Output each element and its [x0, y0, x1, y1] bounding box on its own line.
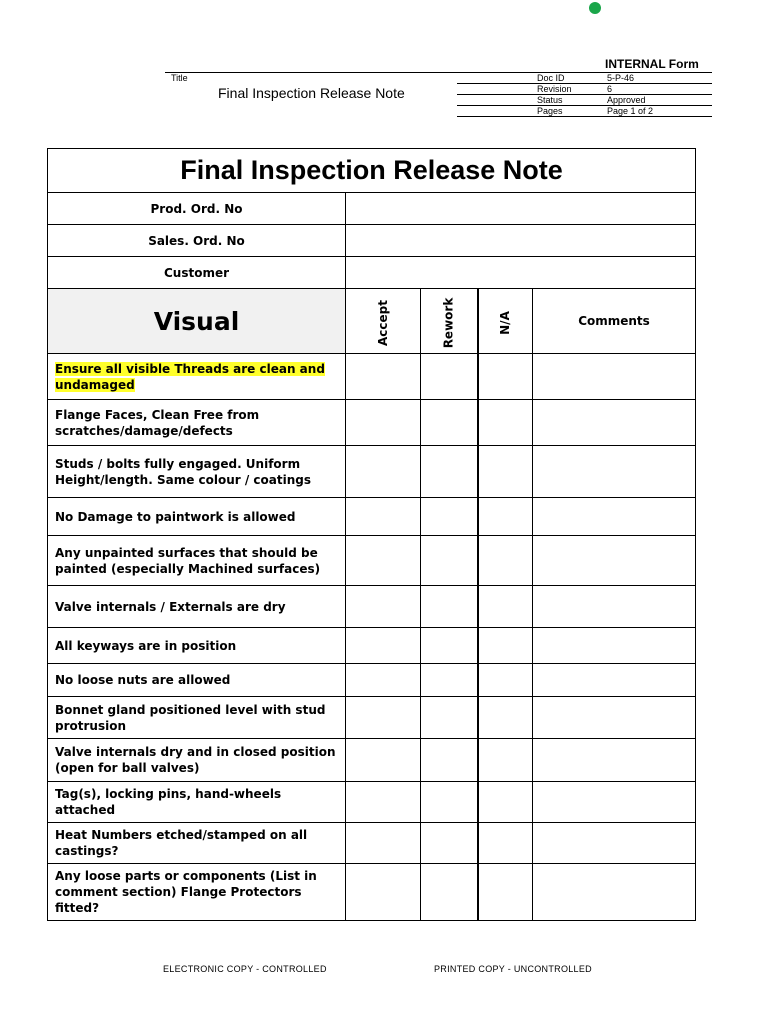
title-label: Title [171, 73, 188, 83]
checklist-row [48, 697, 696, 739]
checklist-item-text: Tag(s), locking pins, hand-wheels attached [55, 787, 282, 817]
accept-cell[interactable] [346, 697, 421, 739]
rework-cell[interactable] [421, 782, 478, 823]
meta-key: Status [457, 95, 607, 106]
prod-order-label: Prod. Ord. No [48, 193, 346, 225]
checklist-item-text: Any unpainted surfaces that should be painted (especially Machined surfaces) [55, 545, 321, 576]
footer-printed-copy: PRINTED COPY - UNCONTROLLED [434, 964, 592, 974]
na-cell[interactable] [478, 697, 533, 739]
checklist-item-text: Valve internals / Externals are dry [55, 599, 286, 614]
rework-header-text: Rework [441, 297, 456, 348]
inspection-form [47, 148, 696, 921]
accept-cell[interactable] [346, 739, 421, 782]
rework-cell[interactable] [421, 498, 478, 536]
checklist-item-text: No Damage to paintwork is allowed [55, 509, 296, 524]
rework-column-header [421, 289, 478, 354]
na-cell[interactable] [478, 446, 533, 498]
na-cell[interactable] [478, 782, 533, 823]
checklist-item-cell [48, 628, 346, 664]
accept-column-header [346, 289, 421, 354]
checklist-row [48, 354, 696, 400]
checklist-item-text: Studs / bolts fully engaged. Uniform Height/length. Same colour / coatings [55, 456, 312, 487]
checklist-item-text: No loose nuts are allowed [55, 673, 231, 687]
rework-cell[interactable] [421, 664, 478, 697]
accept-cell[interactable] [346, 782, 421, 823]
checklist-item-cell [48, 498, 346, 536]
comments-cell[interactable] [533, 628, 696, 664]
accept-cell[interactable] [346, 664, 421, 697]
meta-row-revision [457, 84, 712, 95]
checklist-item-cell [48, 782, 346, 823]
checklist-item-text: Ensure all visible Threads are clean and undamaged [55, 361, 325, 392]
customer-input[interactable] [346, 257, 696, 289]
status-dot [589, 2, 601, 14]
accept-cell[interactable] [346, 864, 421, 921]
rework-cell[interactable] [421, 536, 478, 586]
meta-row-status [457, 95, 712, 106]
na-cell[interactable] [478, 400, 533, 446]
na-column-header [478, 289, 533, 354]
comments-cell[interactable] [533, 400, 696, 446]
comments-cell[interactable] [533, 823, 696, 864]
na-cell[interactable] [478, 864, 533, 921]
rework-cell[interactable] [421, 697, 478, 739]
accept-cell[interactable] [346, 446, 421, 498]
comments-cell[interactable] [533, 498, 696, 536]
form-type-label: INTERNAL Form [605, 57, 699, 71]
na-cell[interactable] [478, 823, 533, 864]
accept-cell[interactable] [346, 400, 421, 446]
accept-cell[interactable] [346, 823, 421, 864]
checklist-item-cell [48, 823, 346, 864]
title-value: Final Inspection Release Note [218, 85, 405, 101]
checklist-item-text: Bonnet gland positioned level with stud protrusion [55, 702, 326, 733]
checklist-row [48, 664, 696, 697]
na-cell[interactable] [478, 498, 533, 536]
accept-cell[interactable] [346, 586, 421, 628]
rework-cell[interactable] [421, 400, 478, 446]
meta-value: Page 1 of 2 [607, 106, 712, 117]
checklist-row [48, 739, 696, 782]
na-header-text: N/A [498, 310, 513, 335]
rework-cell[interactable] [421, 586, 478, 628]
na-cell[interactable] [478, 739, 533, 782]
meta-value: 6 [607, 84, 712, 95]
footer-electronic-copy: ELECTRONIC COPY - CONTROLLED [163, 964, 327, 974]
accept-cell[interactable] [346, 498, 421, 536]
checklist-item-text: Any loose parts or components (List in comment section) Flange Protectors fitted? [55, 869, 317, 915]
rework-cell[interactable] [421, 354, 478, 400]
checklist-row [48, 823, 696, 864]
na-cell[interactable] [478, 586, 533, 628]
rework-cell[interactable] [421, 823, 478, 864]
checklist-item-cell [48, 536, 346, 586]
checklist-item-cell [48, 664, 346, 697]
checklist-row [48, 864, 696, 921]
meta-key: Doc ID [457, 73, 607, 84]
meta-row-doc-id [457, 73, 712, 84]
checklist-item-text: Valve internals dry and in closed position (open for ball valves) [55, 745, 336, 775]
comments-column-header: Comments [533, 289, 696, 354]
checklist-item-cell [48, 354, 346, 400]
sales-order-input[interactable] [346, 225, 696, 257]
meta-key: Pages [457, 106, 607, 117]
accept-header-text: Accept [375, 299, 390, 346]
checklist-item-cell [48, 739, 346, 782]
sales-order-label: Sales. Ord. No [48, 225, 346, 257]
na-cell[interactable] [478, 664, 533, 697]
meta-row-pages [457, 106, 712, 117]
checklist-item-text: Heat Numbers etched/stamped on all castings? [55, 828, 308, 858]
rework-cell[interactable] [421, 864, 478, 921]
customer-label: Customer [48, 257, 346, 289]
comments-cell[interactable] [533, 697, 696, 739]
meta-key: Revision [457, 84, 607, 95]
accept-cell[interactable] [346, 354, 421, 400]
meta-value: Approved [607, 95, 712, 106]
checklist-row [48, 498, 696, 536]
accept-cell[interactable] [346, 628, 421, 664]
na-cell[interactable] [478, 536, 533, 586]
checklist-item-cell [48, 586, 346, 628]
na-cell[interactable] [478, 354, 533, 400]
checklist-item-cell [48, 864, 346, 921]
rework-cell[interactable] [421, 739, 478, 782]
checklist-item-text: Flange Faces, Clean Free from scratches/damage/defects [55, 407, 260, 438]
comments-cell[interactable] [533, 782, 696, 823]
comments-cell[interactable] [533, 586, 696, 628]
accept-cell[interactable] [346, 536, 421, 586]
form-title: Final Inspection Release Note [48, 149, 696, 193]
checklist-row [48, 586, 696, 628]
checklist-row [48, 628, 696, 664]
checklist-row [48, 536, 696, 586]
checklist-item-text: All keyways are in position [55, 638, 237, 653]
rework-cell[interactable] [421, 628, 478, 664]
comments-cell[interactable] [533, 536, 696, 586]
na-cell[interactable] [478, 628, 533, 664]
checklist-item-cell [48, 400, 346, 446]
checklist-row [48, 446, 696, 498]
prod-order-input[interactable] [346, 193, 696, 225]
comments-cell[interactable] [533, 354, 696, 400]
checklist-item-cell [48, 446, 346, 498]
checklist-row [48, 400, 696, 446]
comments-cell[interactable] [533, 446, 696, 498]
checklist-item-cell [48, 697, 346, 739]
comments-cell[interactable] [533, 864, 696, 921]
document-meta-table [457, 73, 712, 117]
section-title: Visual [48, 289, 346, 354]
rework-cell[interactable] [421, 446, 478, 498]
meta-value: 5-P-46 [607, 73, 712, 84]
checklist-row [48, 782, 696, 823]
comments-cell[interactable] [533, 664, 696, 697]
comments-cell[interactable] [533, 739, 696, 782]
